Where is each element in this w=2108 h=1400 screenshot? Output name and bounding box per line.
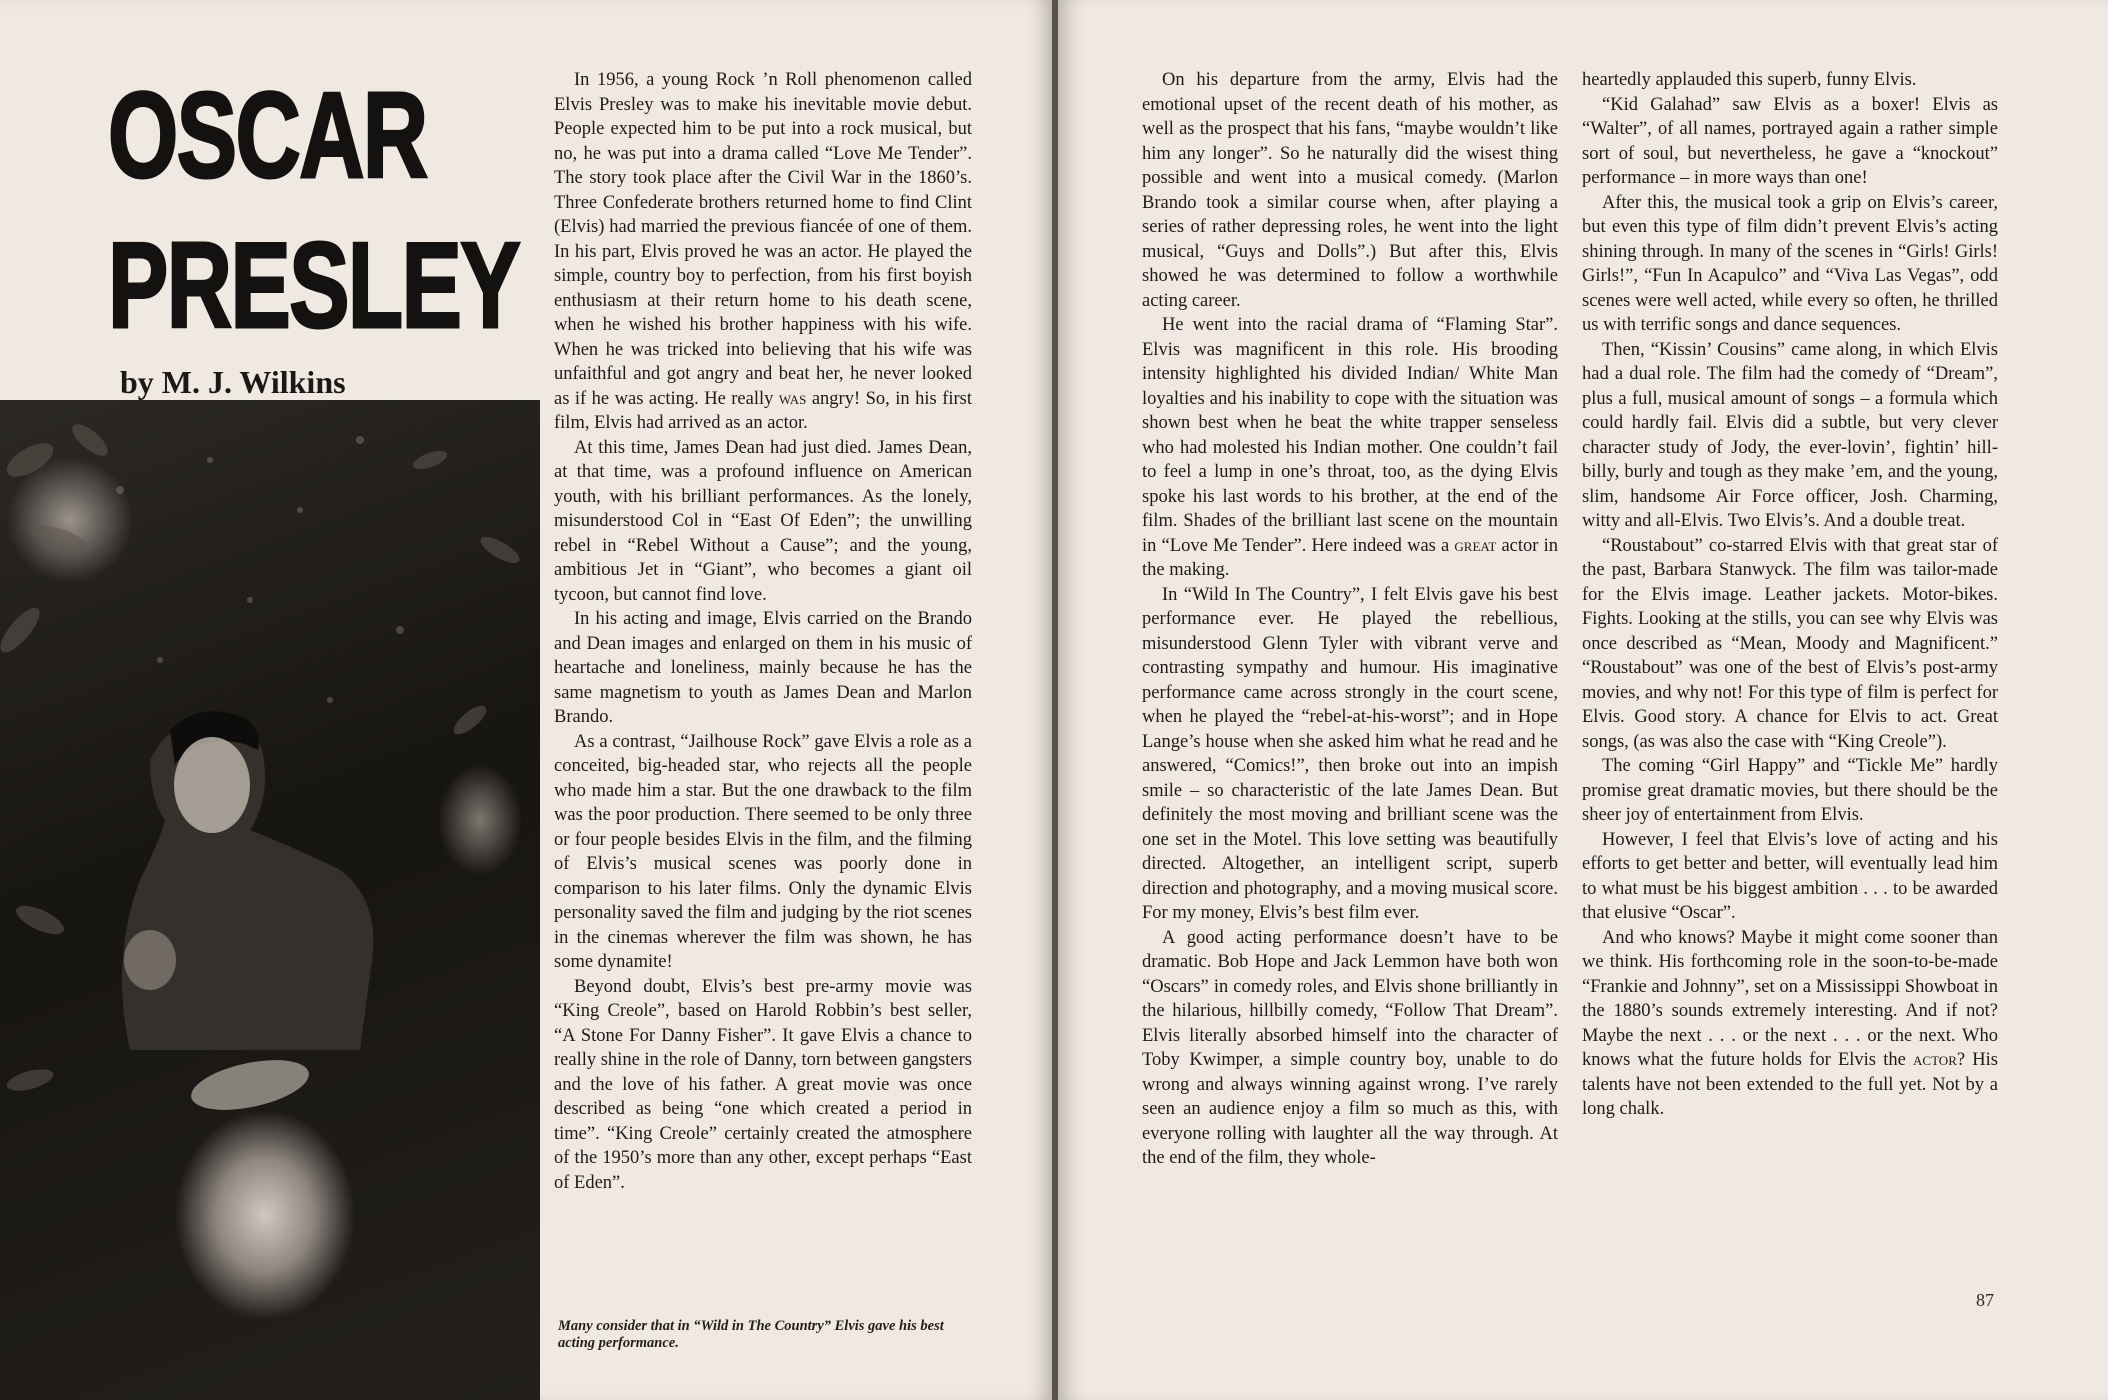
paragraph: On his departure from the army, Elvis had the emotional upset of the recent death of his mother, as well as the prospect that his fans, “maybe wouldn’t like him any longer”. So he naturally did the wisest thing possible and went into a musical comedy. (Marlon Brando took a similar course when, after playing a series of rather depressing roles, he went into the light musical, “Guys and Dolls”.) But after this, Elvis showed he was determined to follow a worthwhile acting career. (1142, 70, 1558, 311)
photo-foliage-illustration (0, 400, 540, 1400)
text-column-2 (1142, 68, 1558, 1171)
paragraph: heartedly applauded this superb, funny Elvis. (1582, 70, 1917, 90)
paragraph: As a contrast, “Jailhouse Rock” gave Elvis a role as a conceited, big-headed star, who rejects all the people who made him a star. But the one drawback to the film was the poor production. There seemed to be only three or four people besides Elvis in the film, and the filming of Elvis’s musical scenes was poorly done in comparison to his later films. Only the dynamic Elvis personality saved the film and judging by the riot scenes in the cinemas wherever the film was shown, he has some dynamite! (554, 731, 972, 972)
text-column-1 (554, 68, 972, 1195)
title-line-oscar: OSCAR (108, 67, 427, 203)
paragraph: The coming “Girl Happy” and “Tickle Me” hardly promise great dramatic movies, but there should be the sheer joy of entertainment from Elvis. (1582, 756, 1998, 825)
paragraph: “Roustabout” co-starred Elvis with that great star of the past, Barbara Stanwyck. The film was tailor-made for the Elvis image. Leather jackets. Motor-bikes. Fights. Looking at the stills, you can see why Elvis was once described as “Mean, Moody and Magnificent.” “Roustabout” was one of the best of Elvis’s post-army movies, and why not! For this type of film is perfect for Elvis. Good story. A chance for Elvis to act. Great songs, (as was also the case with “King Creole”). (1582, 535, 1998, 752)
paragraph: A good acting performance doesn’t have to be dramatic. Bob Hope and Jack Lemmon have both won “Oscars” in comedy roles, and Elvis shone brilliantly in the hilarious, hillbilly comedy, “Follow That Dream”. Elvis literally absorbed himself into the character of Toby Kwimper, a simple country boy, unable to do wrong and always winning against wrong. I’ve rarely seen an audience enjoy a film so much as this, with everyone rolling with laughter all the way through. At the end of the film, they whole- (1142, 927, 1558, 1168)
article-title (108, 60, 520, 360)
text-column-3 (1582, 68, 1998, 1122)
paragraph: Beyond doubt, Elvis’s best pre-army movie was “King Creole”, based on Harold Robbin’s best seller, “A Stone For Danny Fisher”. It gave Elvis a chance to really shine in the role of Danny, torn between gangsters and the love of his father. A great movie was once described as being “one which created a period in time”. “King Creole” certainly created the atmosphere of the 1950’s more than any other, except perhaps “East of Eden”. (554, 976, 973, 1193)
paragraph: However, I feel that Elvis’s love of acting and his efforts to get better and better, will eventually lead him to what must be his biggest ambition . . . to be awarded that elusive “Oscar”. (1582, 829, 1998, 923)
paragraph: In 1956, a young Rock ’n Roll phenomenon called Elvis Presley was to make his inevitable movie debut. People expected him to be put into a rock musical, but no, he was put into a drama called “Love Me Tender”. The story took place after the Civil War in the 1860’s. Three Confederate brothers returned home to find Clint (Elvis) had married the previous fiancée of one of them. In his part, Elvis proved he was an actor. He played the simple, country boy to perfection, from his first boyish enthusiasm at their return home to his death scene, when he wished his brother happiness with his wife. When he was tricked into believing that his wife was unfaithful and got angry and beat her, he never looked as if he was acting. He really was angry! So, in his first film, Elvis had arrived as an actor. (554, 70, 973, 433)
paragraph: “Kid Galahad” saw Elvis as a boxer! Elvis as “Walter”, of all names, portrayed again a rather simple sort of soul, but nevertheless, he gave a “knockout” performance – in more ways than one! (1582, 94, 1998, 188)
photo-caption: Many consider that in “Wild in The Country” Elvis gave his best acting performance. (558, 1318, 944, 1351)
paragraph: In his acting and image, Elvis carried on the Brando and Dean images and enlarged on them in his music of heartache and loneliness, mainly because he has the same magnetism to youth as James Dean and Marlon Brando. (554, 609, 972, 727)
paragraph: In “Wild In The Country”, I felt Elvis gave his best performance ever. He played the rebellious, misunderstood Glenn Tyler with vibrant verve and contrasting sympathy and humour. His imaginative performance came across strongly in the court scene, when he played the “rebel-at-his-worst”; and in Hope Lange’s house when she asked him what he read and he answered, “Comics!”, then broke out into an impish smile – so characteristic of the late James Dean. But definitely the most moving and brilliant scene was the one set in the Motel. This love setting was beautifully directed. Altogether, an intelligent script, superb direction and photography, and a moving musical score. For my money, Elvis’s best film ever. (1142, 584, 1558, 923)
byline: by M. J. Wilkins (120, 364, 346, 400)
elvis-photo (0, 400, 540, 1400)
paragraph: After this, the musical took a grip on Elvis’s career, but even this type of film didn’t prevent Elvis’s acting shining through. In many of the scenes in “Girls! Girls! Girls!”, “Fun In Acapulco” and “Viva Las Vegas”, odd scenes were well acted, while every so often, he thrilled us with terrific songs and dance sequences. (1582, 192, 1998, 335)
paragraph: At this time, James Dean had just died. James Dean, at that time, was a profound influence on American youth, with his brilliant performances. As the lonely, misunderstood Col in “East Of Eden”; the unwilling rebel in “Rebel Without a Cause”; and the young, ambitious Jet in “Giant”, who becomes a giant oil tycoon, but cannot find love. (554, 437, 972, 605)
page-number: 87 (1976, 1290, 1994, 1310)
paragraph: And who knows? Maybe it might come sooner than we think. His forthcoming role in the soon-to-be-made “Frankie and Johnny”, set on a Mississippi Showboat in the 1880’s sounds extremely interesting. And if not? Maybe the next . . . or the next . . . or the next. Who knows what the future holds for Elvis the actor? His talents have not been extended to the full yet. Not by a long chalk. (1582, 927, 1998, 1119)
paragraph: Then, “Kissin’ Cousins” came along, in which Elvis had a dual role. The film had the comedy of “Dream”, plus a full, musical amount of songs – a formula which could hardly fail. Elvis did a subtle, but very clever character study of Jody, the ever-lovin’, fightin’ hill-billy, burly and tough as they make ’em, and the young, slim, handsome Air Force officer, Josh. Charming, witty and all-Elvis. Two Elvis’s. And a double treat. (1582, 339, 1998, 531)
paragraph: He went into the racial drama of “Flaming Star”. Elvis was magnificent in this role. His brooding intensity highlighted his divided Indian/ White Man loyalties and his inability to cope with the situation was shown best when he beat the white trapper senseless who had molested his Indian mother. One couldn’t fail to feel a lump in one’s throat, too, as the dying Elvis spoke his last words to his brother, at the end of the film. Shades of the brilliant last scene on the mountain in “Love Me Tender”. Here indeed was a great actor in the making. (1142, 315, 1559, 580)
title-line-presley: PRESLEY (108, 217, 520, 353)
